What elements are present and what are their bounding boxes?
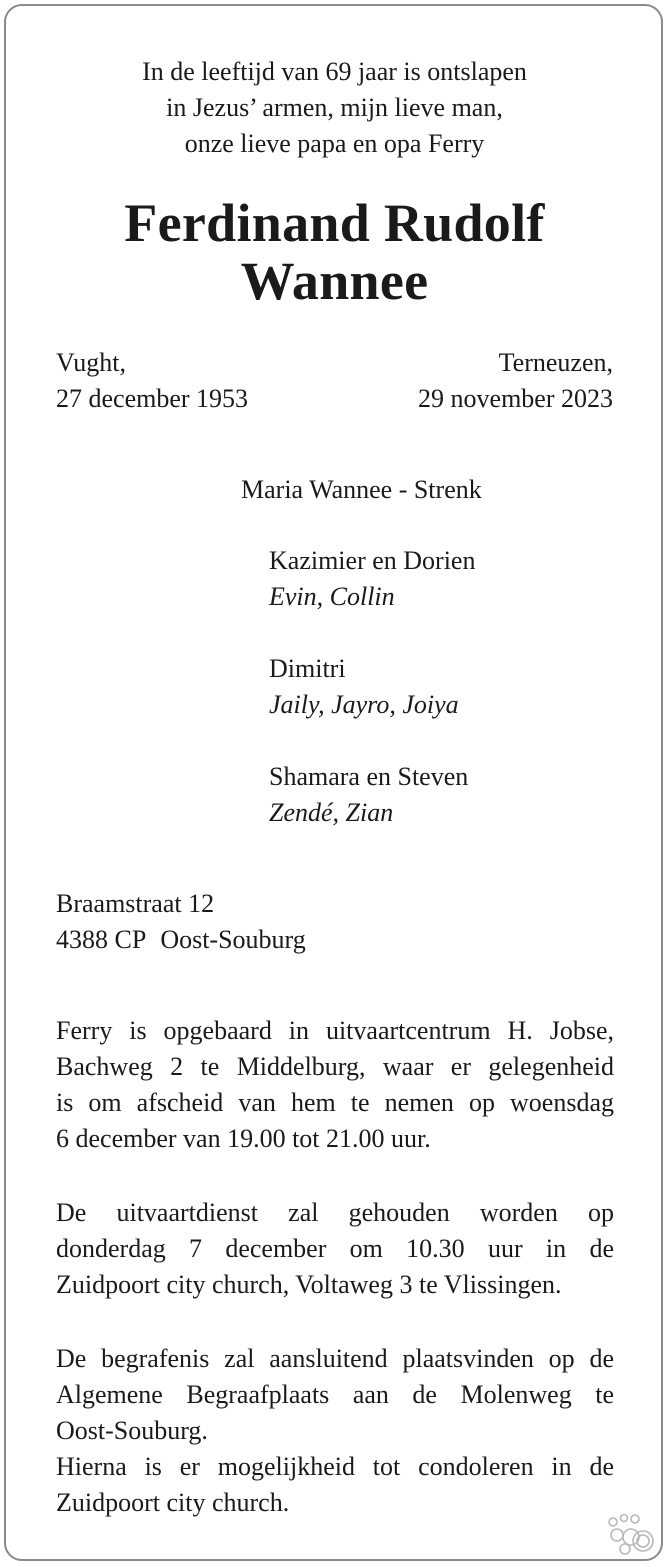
birth-date: 27 december 1953	[56, 384, 249, 413]
paragraph-line: Hierna is er mogelijkheid tot condoleren in de	[56, 1452, 614, 1481]
paragraph-line: Oost-Souburg.	[56, 1416, 208, 1445]
intro-line: onze lieve papa en opa Ferry	[184, 129, 485, 158]
family-group	[269, 759, 468, 831]
service-paragraph	[56, 1195, 614, 1303]
paragraph-line: 6 december van 19.00 tot 21.00 uur.	[56, 1124, 431, 1153]
paragraph-line: Zuidpoort city church, Voltaweg 3 te Vlissingen.	[56, 1270, 562, 1299]
paragraph-line: De uitvaartdienst zal gehouden worden op	[56, 1198, 614, 1227]
death-place: Terneuzen,	[498, 348, 613, 377]
family-children: Evin, Collin	[269, 582, 395, 611]
address-postal	[56, 922, 320, 958]
paragraph-line: Algemene Begraafplaats aan de Molenweg te	[56, 1380, 614, 1409]
name-line: Ferdinand Rudolf	[124, 193, 545, 253]
address-postcode: 4388 CP	[56, 925, 147, 954]
family-group	[269, 651, 459, 723]
family-parents: Kazimier en Dorien	[269, 546, 476, 575]
paragraph-line: De begrafenis zal aansluitend plaatsvinden op de	[56, 1344, 614, 1373]
burial-paragraph	[56, 1341, 614, 1521]
family-parents: Shamara en Steven	[269, 762, 469, 791]
address-city: Oost-Souburg	[160, 925, 306, 954]
paragraph-line: Bachweg 2 te Middelburg, waar er gelegenheid	[56, 1052, 614, 1081]
address-street: Braamstraat 12	[56, 889, 215, 918]
viewing-paragraph	[56, 1013, 614, 1157]
family-group	[269, 543, 475, 615]
paragraph-line: Zuidpoort city church.	[56, 1488, 290, 1517]
family-children: Jaily, Jayro, Joiya	[269, 690, 459, 719]
birth-info	[56, 345, 248, 417]
name-line: Wannee	[240, 251, 429, 311]
intro-line: in Jezus’ armen, mijn lieve man,	[166, 93, 503, 122]
paragraph-line: is om afscheid van hem te nemen op woensdag	[56, 1088, 614, 1117]
spouse-name: Maria Wannee - Strenk	[241, 475, 482, 504]
paragraph-line: donderdag 7 december om 10.30 uur in de	[56, 1234, 614, 1263]
paragraph-line: Ferry is opgebaard in uitvaartcentrum H. Jobse,	[56, 1016, 614, 1045]
deceased-name	[0, 194, 669, 310]
circles-logo-icon	[605, 1513, 659, 1557]
intro-text	[0, 54, 669, 162]
birth-place: Vught,	[56, 348, 126, 377]
address-block	[56, 886, 320, 958]
family-children: Zendé, Zian	[269, 798, 394, 827]
death-info	[418, 345, 613, 417]
intro-line: In de leeftijd van 69 jaar is ontslapen	[142, 57, 527, 86]
family-parents: Dimitri	[269, 654, 346, 683]
death-date: 29 november 2023	[418, 384, 613, 413]
